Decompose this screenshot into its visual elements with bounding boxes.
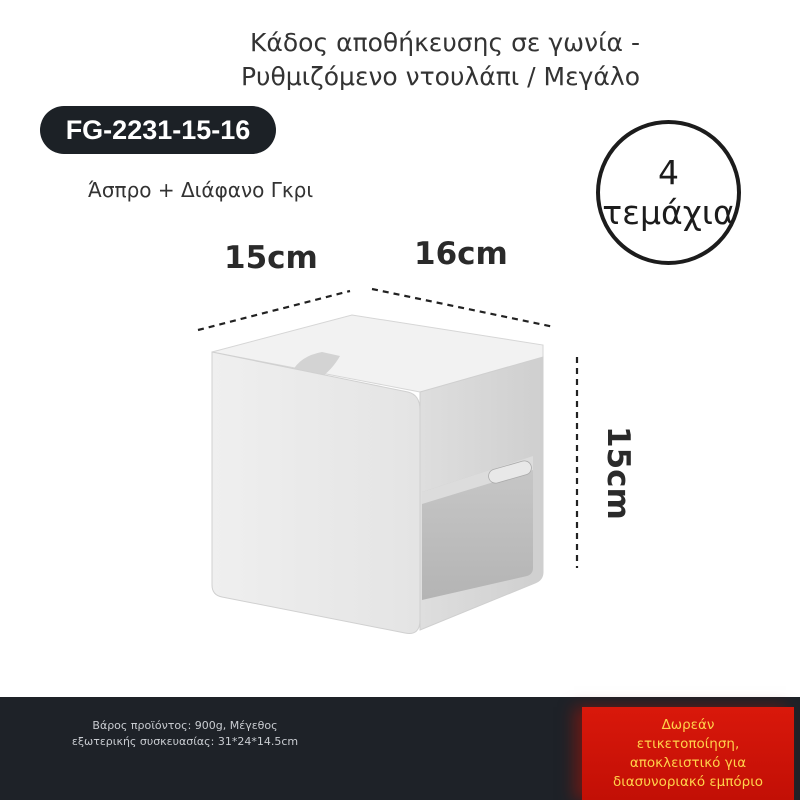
promo-line4: διασυνοριακό εμπόριο	[612, 773, 764, 790]
dimension-depth-label: 16cm	[414, 236, 508, 272]
footer-package-info	[40, 718, 330, 750]
footer-info-line2: εξωτερικής συσκευασίας: 31*24*14.5cm	[71, 735, 299, 748]
footer-info-line1: Βάρος προϊόντος: 900g, Μέγεθος	[92, 719, 278, 732]
product-title-line1: Κάδος αποθήκευσης σε γωνία -	[250, 28, 640, 57]
quantity-unit: τεμάχια	[602, 192, 735, 232]
promo-line3: αποκλειστικό για	[629, 754, 747, 771]
promo-line1: Δωρεάν	[661, 716, 715, 733]
product-title-line2: Ρυθμιζόμενο ντουλάπι / Μεγάλο	[240, 62, 640, 91]
bin-front-panel	[212, 352, 420, 633]
promo-badge	[582, 707, 794, 800]
sku-badge: FG-2231-15-16	[40, 106, 276, 154]
color-description: Άσπρο + Διάφανο Γκρι	[88, 178, 314, 202]
quantity-number: 4	[658, 152, 679, 192]
dimension-height-label: 15cm	[600, 426, 636, 520]
dimension-width-label: 15cm	[224, 240, 318, 276]
promo-line2: ετικετοποίηση,	[636, 735, 740, 752]
dimension-line-depth	[372, 289, 554, 327]
